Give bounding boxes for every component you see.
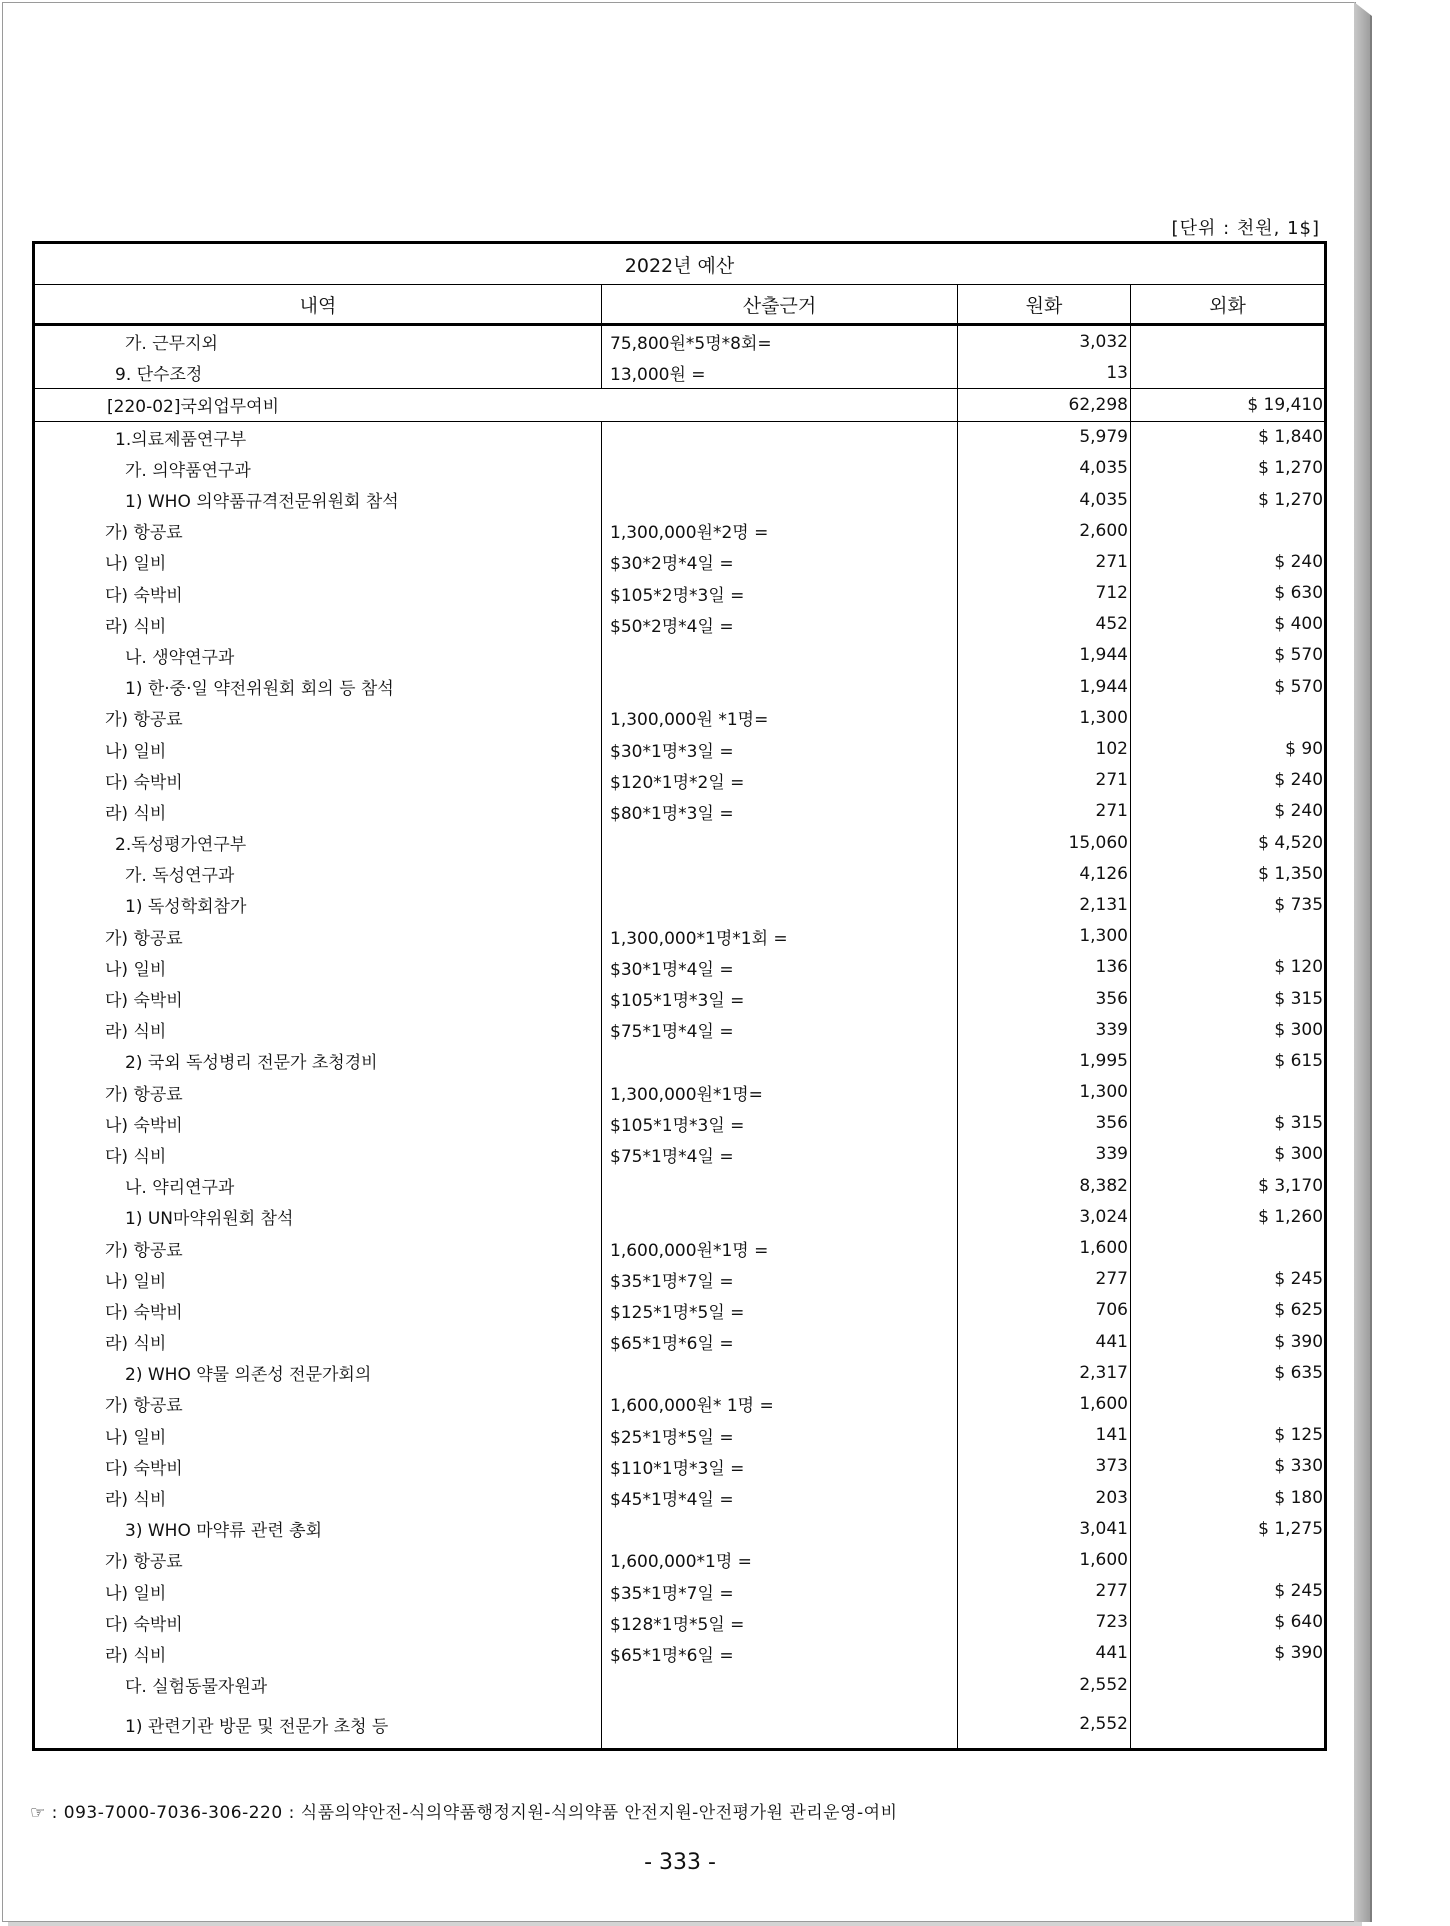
row-krw: 1,944: [958, 671, 1131, 702]
row-item: 가) 항공료: [34, 1232, 602, 1263]
row-item: 1) 독성학회참가: [34, 889, 602, 920]
table-row: [34, 765, 1326, 796]
row-fx: [1131, 1544, 1326, 1575]
row-basis: [602, 640, 958, 671]
row-krw: 4,035: [958, 484, 1131, 515]
row-fx: [1131, 1388, 1326, 1419]
row-krw: 723: [958, 1607, 1131, 1638]
row-item: 2) WHO 약물 의존성 전문가회의: [34, 1357, 602, 1388]
row-fx: $ 1,840: [1131, 421, 1326, 453]
table-row: [34, 1420, 1326, 1451]
row-krw: 2,317: [958, 1357, 1131, 1388]
row-fx: [1131, 515, 1326, 546]
row-fx: [1131, 1700, 1326, 1750]
row-basis: [602, 453, 958, 484]
table-row: [34, 858, 1326, 889]
row-fx: $ 315: [1131, 1108, 1326, 1139]
row-item: 다) 식비: [34, 1139, 602, 1170]
row-basis: $105*1명*3일 =: [602, 983, 958, 1014]
row-item: 나. 생약연구과: [34, 640, 602, 671]
row-fx: [1131, 357, 1326, 389]
row-fx: $ 300: [1131, 1014, 1326, 1045]
row-item: 3) WHO 마약류 관련 총회: [34, 1513, 602, 1544]
row-item: 1) UN마약위원회 참석: [34, 1201, 602, 1232]
row-krw: 1,300: [958, 1077, 1131, 1108]
row-fx: [1131, 921, 1326, 952]
row-krw: 441: [958, 1326, 1131, 1357]
row-item: 나) 일비: [34, 952, 602, 983]
page-curl-edge: [1354, 2, 1372, 1922]
table-row: [34, 325, 1326, 358]
table-row: [34, 827, 1326, 858]
row-item: 나) 일비: [34, 733, 602, 764]
row-krw: 2,552: [958, 1700, 1131, 1750]
row-basis: $75*1명*4일 =: [602, 1139, 958, 1170]
row-item: 1) 관련기관 방문 및 전문가 초청 등: [34, 1700, 602, 1750]
table-row: [34, 796, 1326, 827]
table-row: [34, 952, 1326, 983]
row-fx: [1131, 1077, 1326, 1108]
row-fx: $ 625: [1131, 1295, 1326, 1326]
row-item: 가) 항공료: [34, 921, 602, 952]
row-item: 라) 식비: [34, 609, 602, 640]
row-basis: [602, 889, 958, 920]
row-item: 라) 식비: [34, 1482, 602, 1513]
unit-note: [단위 : 천원, 1$]: [1171, 218, 1320, 239]
row-item: 라) 식비: [34, 1014, 602, 1045]
table-row: [34, 1014, 1326, 1045]
row-basis: 1,300,000*1명*1회 =: [602, 921, 958, 952]
row-basis: $45*1명*4일 =: [602, 1482, 958, 1513]
row-fx: $ 640: [1131, 1607, 1326, 1638]
row-item: 가) 항공료: [34, 1077, 602, 1108]
row-krw: 62,298: [958, 389, 1131, 421]
row-krw: 136: [958, 952, 1131, 983]
row-fx: [1131, 1232, 1326, 1263]
table-row: [34, 702, 1326, 733]
row-basis: $80*1명*3일 =: [602, 796, 958, 827]
row-krw: 271: [958, 796, 1131, 827]
row-item: 다) 숙박비: [34, 765, 602, 796]
row-item: [220-02]국외업무여비: [34, 389, 958, 421]
row-krw: 102: [958, 733, 1131, 764]
table-row: [34, 546, 1326, 577]
row-fx: $ 570: [1131, 640, 1326, 671]
row-fx: $ 240: [1131, 765, 1326, 796]
row-krw: 277: [958, 1576, 1131, 1607]
row-krw: 13: [958, 357, 1131, 389]
row-fx: $ 245: [1131, 1264, 1326, 1295]
row-basis: $105*2명*3일 =: [602, 578, 958, 609]
row-fx: $ 180: [1131, 1482, 1326, 1513]
table-row: [34, 1669, 1326, 1700]
row-krw: 339: [958, 1139, 1131, 1170]
row-basis: [602, 858, 958, 889]
row-item: 다) 숙박비: [34, 578, 602, 609]
row-krw: 277: [958, 1264, 1131, 1295]
row-fx: $ 1,260: [1131, 1201, 1326, 1232]
row-basis: [602, 421, 958, 453]
row-basis: [602, 484, 958, 515]
table-row: [34, 1295, 1326, 1326]
table-row: [34, 1700, 1326, 1750]
page-number: - 333 -: [644, 1850, 716, 1875]
row-fx: $ 300: [1131, 1139, 1326, 1170]
table-row: [34, 453, 1326, 484]
row-basis: $30*2명*4일 =: [602, 546, 958, 577]
table-row: [34, 671, 1326, 702]
row-basis: $125*1명*5일 =: [602, 1295, 958, 1326]
row-krw: 2,552: [958, 1669, 1131, 1700]
row-basis: [602, 1700, 958, 1750]
table-row: [34, 733, 1326, 764]
row-basis: 1,300,000원*1명=: [602, 1077, 958, 1108]
row-krw: 706: [958, 1295, 1131, 1326]
header-fx: 외화: [1131, 285, 1326, 325]
row-item: 나) 일비: [34, 546, 602, 577]
row-fx: [1131, 1669, 1326, 1700]
table-row: [34, 1638, 1326, 1669]
header-basis: 산출근거: [602, 285, 958, 325]
row-basis: $75*1명*4일 =: [602, 1014, 958, 1045]
row-item: 가) 항공료: [34, 515, 602, 546]
row-fx: $ 120: [1131, 952, 1326, 983]
table-row: [34, 515, 1326, 546]
row-basis: $30*1명*4일 =: [602, 952, 958, 983]
row-basis: 1,300,000원 *1명=: [602, 702, 958, 733]
row-item: 가) 항공료: [34, 1544, 602, 1575]
table-row: [34, 640, 1326, 671]
row-item: 라) 식비: [34, 1638, 602, 1669]
table-row: [34, 609, 1326, 640]
row-fx: $ 245: [1131, 1576, 1326, 1607]
row-krw: 4,126: [958, 858, 1131, 889]
row-krw: 373: [958, 1451, 1131, 1482]
row-item: 1) WHO 의약품규격전문위원회 참석: [34, 484, 602, 515]
row-item: 가. 의약품연구과: [34, 453, 602, 484]
row-item: 나) 일비: [34, 1264, 602, 1295]
row-fx: $ 570: [1131, 671, 1326, 702]
row-krw: 1,300: [958, 921, 1131, 952]
row-fx: [1131, 702, 1326, 733]
row-krw: 4,035: [958, 453, 1131, 484]
row-krw: 441: [958, 1638, 1131, 1669]
row-krw: 2,131: [958, 889, 1131, 920]
row-krw: 2,600: [958, 515, 1131, 546]
table-title: 2022년 예산: [34, 243, 1326, 285]
row-krw: 1,600: [958, 1232, 1131, 1263]
row-krw: 356: [958, 1108, 1131, 1139]
row-basis: $65*1명*6일 =: [602, 1638, 958, 1669]
row-item: 가) 항공료: [34, 1388, 602, 1419]
row-basis: [602, 1357, 958, 1388]
row-krw: 5,979: [958, 421, 1131, 453]
table-row: [34, 1201, 1326, 1232]
row-basis: $128*1명*5일 =: [602, 1607, 958, 1638]
row-item: 9. 단수조정: [34, 357, 602, 389]
row-krw: 1,600: [958, 1388, 1131, 1419]
row-item: 라) 식비: [34, 1326, 602, 1357]
row-fx: $ 400: [1131, 609, 1326, 640]
row-fx: $ 1,275: [1131, 1513, 1326, 1544]
table-row: [34, 1513, 1326, 1544]
row-fx: $ 635: [1131, 1357, 1326, 1388]
row-fx: $ 125: [1131, 1420, 1326, 1451]
row-basis: [602, 1170, 958, 1201]
row-basis: [602, 1045, 958, 1076]
budget-table: [32, 241, 1327, 1751]
header-krw: 원화: [958, 285, 1131, 325]
row-krw: 15,060: [958, 827, 1131, 858]
row-basis: $30*1명*3일 =: [602, 733, 958, 764]
row-krw: 1,600: [958, 1544, 1131, 1575]
row-basis: $110*1명*3일 =: [602, 1451, 958, 1482]
row-fx: $ 1,270: [1131, 484, 1326, 515]
row-fx: $ 90: [1131, 733, 1326, 764]
row-krw: 356: [958, 983, 1131, 1014]
row-item: 2.독성평가연구부: [34, 827, 602, 858]
row-item: 다) 숙박비: [34, 1451, 602, 1482]
row-krw: 1,995: [958, 1045, 1131, 1076]
header-item: 내역: [34, 285, 602, 325]
row-krw: 8,382: [958, 1170, 1131, 1201]
row-krw: 3,024: [958, 1201, 1131, 1232]
table-row: [34, 1139, 1326, 1170]
row-fx: [1131, 325, 1326, 358]
table-row: [34, 1544, 1326, 1575]
row-fx: $ 315: [1131, 983, 1326, 1014]
row-basis: [602, 827, 958, 858]
table-row: [34, 1108, 1326, 1139]
row-basis: 1,600,000원* 1명 =: [602, 1388, 958, 1419]
row-basis: $50*2명*4일 =: [602, 609, 958, 640]
table-row: [34, 421, 1326, 453]
row-basis: 1,600,000*1명 =: [602, 1544, 958, 1575]
row-basis: $25*1명*5일 =: [602, 1420, 958, 1451]
row-basis: $65*1명*6일 =: [602, 1326, 958, 1357]
row-fx: $ 735: [1131, 889, 1326, 920]
row-basis: 75,800원*5명*8회=: [602, 325, 958, 358]
row-fx: $ 1,350: [1131, 858, 1326, 889]
table-row: [34, 1077, 1326, 1108]
row-fx: $ 19,410: [1131, 389, 1326, 421]
table-row: [34, 389, 1326, 421]
table-row: [34, 1451, 1326, 1482]
table-row: [34, 1045, 1326, 1076]
row-fx: $ 240: [1131, 796, 1326, 827]
row-fx: $ 390: [1131, 1638, 1326, 1669]
table-row: [34, 1170, 1326, 1201]
row-item: 1.의료제품연구부: [34, 421, 602, 453]
row-fx: $ 615: [1131, 1045, 1326, 1076]
row-krw: 141: [958, 1420, 1131, 1451]
row-item: 가. 독성연구과: [34, 858, 602, 889]
row-basis: $105*1명*3일 =: [602, 1108, 958, 1139]
row-basis: 1,600,000원*1명 =: [602, 1232, 958, 1263]
row-item: 가) 항공료: [34, 702, 602, 733]
table-row: [34, 1576, 1326, 1607]
row-krw: 271: [958, 765, 1131, 796]
row-fx: $ 330: [1131, 1451, 1326, 1482]
row-item: 나) 숙박비: [34, 1108, 602, 1139]
row-item: 다. 실험동물자원과: [34, 1669, 602, 1700]
row-item: 다) 숙박비: [34, 1295, 602, 1326]
row-basis: [602, 1201, 958, 1232]
row-basis: 1,300,000원*2명 =: [602, 515, 958, 546]
row-basis: 13,000원 =: [602, 357, 958, 389]
table-body: [34, 325, 1326, 1750]
table-row: [34, 357, 1326, 389]
row-basis: [602, 671, 958, 702]
row-krw: 452: [958, 609, 1131, 640]
row-basis: $120*1명*2일 =: [602, 765, 958, 796]
row-krw: 3,041: [958, 1513, 1131, 1544]
row-krw: 1,300: [958, 702, 1131, 733]
row-fx: $ 390: [1131, 1326, 1326, 1357]
table-row: [34, 921, 1326, 952]
row-basis: [602, 1513, 958, 1544]
table-row: [34, 1357, 1326, 1388]
row-fx: $ 4,520: [1131, 827, 1326, 858]
table-row: [34, 1388, 1326, 1419]
row-krw: 203: [958, 1482, 1131, 1513]
table-row: [34, 578, 1326, 609]
row-item: 다) 숙박비: [34, 983, 602, 1014]
footnote: ☞ : 093-7000-7036-306-220 : 식품의약안전-식의약품행정지원-식의약품 안전지원-안전평가원 관리운영-여비: [30, 1803, 898, 1823]
table-row: [34, 1326, 1326, 1357]
row-fx: $ 240: [1131, 546, 1326, 577]
row-item: 1) 한·중·일 약전위원회 회의 등 참석: [34, 671, 602, 702]
row-item: 나) 일비: [34, 1420, 602, 1451]
table-row: [34, 1264, 1326, 1295]
row-krw: 1,944: [958, 640, 1131, 671]
row-item: 라) 식비: [34, 796, 602, 827]
table-row: [34, 889, 1326, 920]
row-item: 나. 약리연구과: [34, 1170, 602, 1201]
row-basis: $35*1명*7일 =: [602, 1576, 958, 1607]
row-krw: 712: [958, 578, 1131, 609]
row-item: 나) 일비: [34, 1576, 602, 1607]
table-row: [34, 1232, 1326, 1263]
table-row: [34, 484, 1326, 515]
row-krw: 339: [958, 1014, 1131, 1045]
row-item: 2) 국외 독성병리 전문가 초청경비: [34, 1045, 602, 1076]
table-row: [34, 1482, 1326, 1513]
row-item: 가. 근무지외: [34, 325, 602, 358]
row-fx: $ 1,270: [1131, 453, 1326, 484]
row-fx: $ 3,170: [1131, 1170, 1326, 1201]
row-krw: 271: [958, 546, 1131, 577]
row-item: 다) 숙박비: [34, 1607, 602, 1638]
table-row: [34, 1607, 1326, 1638]
row-krw: 3,032: [958, 325, 1131, 358]
row-basis: [602, 1669, 958, 1700]
row-basis: $35*1명*7일 =: [602, 1264, 958, 1295]
table-row: [34, 983, 1326, 1014]
row-fx: $ 630: [1131, 578, 1326, 609]
